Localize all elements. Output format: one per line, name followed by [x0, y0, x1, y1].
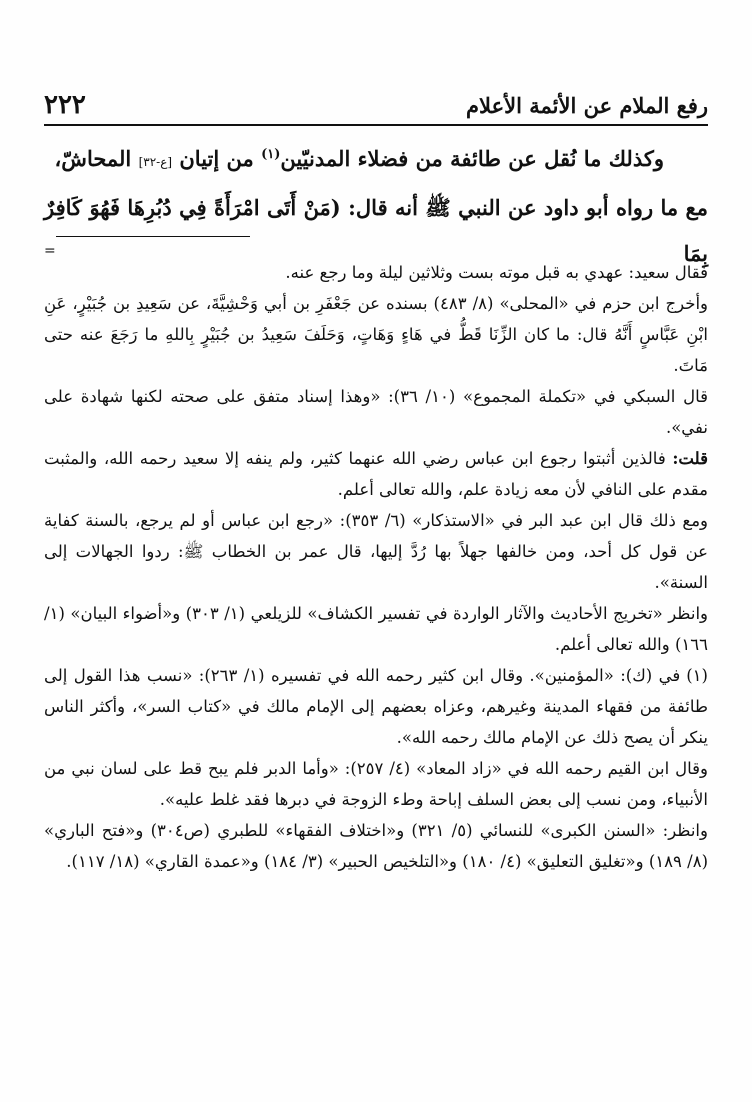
footnote-paragraph: قال السبكي في «تكملة المجموع» (١٠/ ٣٦): «وهذا إسناد متفق على صحته لكنها شهادة على نفي».	[44, 387, 708, 437]
footnote-paragraph	[44, 443, 708, 505]
footnote-1	[44, 660, 708, 753]
footnote-separator	[56, 236, 250, 237]
footnote-text: في (ك): «المؤمنين». وقال ابن كثير رحمه الله في تفسيره (١/ ٢٦٣): «نسب هذا القول إلى طائفة من فقهاء المدينة وغيرهم، وعزاه بعضهم إلى الإمام مالك في «كتاب السر»، وأكثر الناس ينكر أن يصح ذلك عن الإمام مالك رحمه الله».	[44, 666, 708, 747]
footnote-text: فالذين أثبتوا رجوع ابن عباس رضي الله عنهما كثير، ولم ينفه إلا سعيد رحمه الله، والمثبت مقدم على النافي لأن معه زيادة علم، والله تعالى أعلم.	[44, 449, 708, 499]
footnotes	[44, 257, 708, 877]
footnote-paragraph: ومع ذلك قال ابن عبد البر في «الاستذكار» (٦/ ٣٥٣): «رجع ابن عباس أو لم يرجع، بالسنة كفاية عن قول كل أحد، ومن خالفها جهلاً بها رُدَّ إليها، قال عمر بن الخطاب ﷺ: ردوا الجهالات إلى السنة».	[44, 511, 708, 592]
footnote-paragraph: وانظر «تخريج الأحاديث والآثار الواردة في تفسير الكشاف» للزيلعي (١/ ٣٠٣) و«أضواء البيان» (١/ ١٦٦) والله تعالى أعلم.	[44, 604, 708, 654]
main-text-segment: وكذلك ما نُقل عن طائفة من فضلاء المدنيّين	[280, 146, 664, 171]
manuscript-marker: [ع-٣٢]	[138, 155, 173, 169]
book-title: رفع الملام عن الأئمة الأعلام	[466, 93, 708, 118]
main-line-2: مع ما رواه أبو داود عن النبي ﷺ أنه قال: (مَنْ أَتَى امْرَأَةً فِي دُبُرِهَا فَهُوَ كَافِرٌ بِمَا	[44, 195, 708, 266]
footnote-paragraph: وانظر: «السنن الكبرى» للنسائي (٥/ ٣٢١) و«اختلاف الفقهاء» للطبري (ص٣٠٤) و«فتح الباري» (٨/ ١٨٩) و«تغليق التعليق» (٤/ ١٨٠) و«التلخيص الحبير» (٣/ ١٨٤) و«عمدة القاري» (١٨/ ١١٧).	[44, 821, 708, 871]
footnote-paragraph: وأخرج ابن حزم في «المحلى» (٨/ ٤٨٣) بسنده عن جَعْفَرِ بن أبي وَحْشِيَّةَ، عن سَعِيدِ بن جُبَيْرٍ، عَنِ ابْنِ عَبَّاسٍ أَنَّهُ قال: ما كان الزِّنَا قَطُّ في هَاءٍ وَهَاتٍ، وَحَلَفَ سَعِيدُ بن جُبَيْرٍ بِاللهِ ما رَجَعَ عنه حتى مَاتَ.	[44, 294, 708, 375]
footnote-paragraph: وقال ابن القيم رحمه الله في «زاد المعاد» (٤/ ٢٥٧): «وأما الدبر فلم يبح قط على لسان نبي من الأنبياء، ومن نسب إلى بعض السلف إباحة وطء الزوجة في دبرها فقد غلط عليه».	[44, 759, 708, 809]
main-text-segment: من إتيان	[172, 146, 262, 171]
footnote-paragraph: فقال سعيد: عهدي به قبل موته بست وثلاثين ليلة وما رجع عنه.	[285, 263, 708, 282]
note-label: قلت:	[672, 449, 708, 468]
page-number: ٢٢٢	[44, 90, 86, 120]
running-header	[44, 86, 708, 126]
continuation-mark: =	[44, 243, 56, 259]
main-text	[44, 136, 708, 277]
footnote-number: (١)	[686, 666, 708, 685]
footnote-reference: (١)	[261, 147, 281, 162]
main-line-1	[44, 136, 708, 185]
main-text-segment: المحاشّ،	[54, 146, 139, 171]
